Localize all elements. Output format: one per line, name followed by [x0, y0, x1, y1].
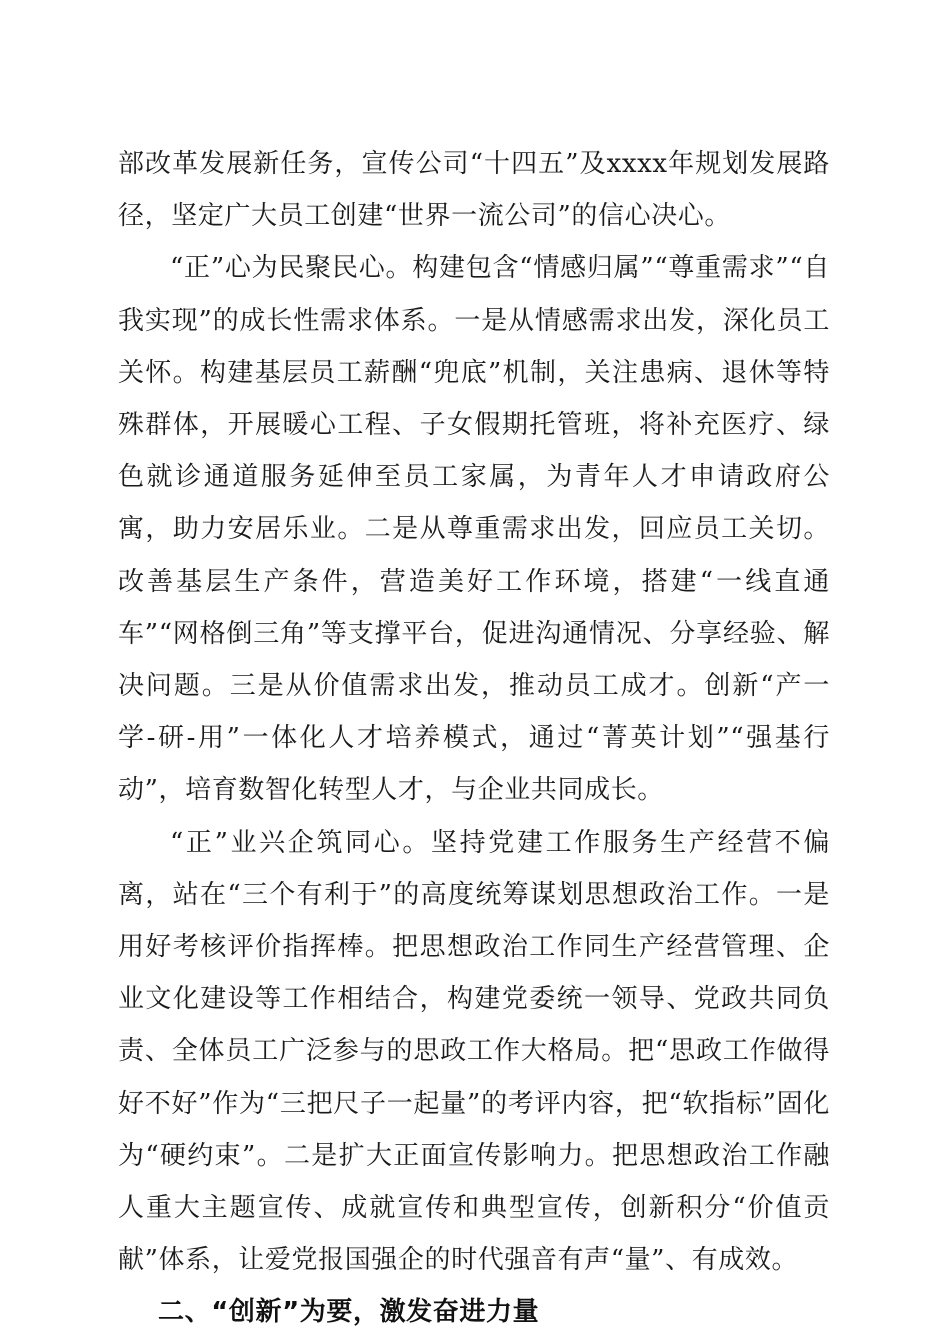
section-heading: 二、“创新”为要，激发奋进力量 [158, 1297, 540, 1328]
paragraph-zheng-ye: “正”业兴企筑同心。坚持党建工作服务生产经营不偏离，站在“三个有利于”的高度统筹谋划思想政治工作。一是用好考核评价指挥棒。把思想政治工作同生产经营管理、企业文化建设等工作相结合，构建党委统一领导、党政共同负责、全体员工广泛参与的思政工作大格局。把“思政工作做得好不好”作为“三把尺子一起量”的考评内容，把“软指标”固化为“硬约束”。二是扩大正面宣传影响力。把思想政治工作融人重大主题宣传、成就宣传和典型宣传，创新积分“价值贡献”体系，让爱党报国强企的时代强音有声“量”、有成效。 [118, 827, 830, 1276]
paragraph-zheng-xin: “正”心为民聚民心。构建包含“情感归属”“尊重需求”“自我实现”的成长性需求体系。一是从情感需求出发，深化员工关怀。构建基层员工薪酬“兜底”机制，关注患病、退休等特殊群体，开展暖心工程、子女假期托管班，将补充医疗、绿色就诊通道服务延伸至员工家属，为青年人才申请政府公寓，助力安居乐业。二是从尊重需求出发，回应员工关切。改善基层生产条件，营造美好工作环境，搭建“一线直通车”“网格倒三角”等支撑平台，促进沟通情况、分享经验、解决问题。三是从价值需求出发，推动员工成才。创新“产一学-研-用”一体化人才培养模式，通过“菁英计划”“强基行动”，培育数智化转型人才，与企业共同成长。 [118, 253, 830, 806]
document-body [118, 138, 830, 1339]
paragraph-continuation: 部改革发展新任务，宣传公司“十四五”及xxxx年规划发展路径，坚定广大员工创建“世界一流公司”的信心决心。 [118, 149, 830, 232]
